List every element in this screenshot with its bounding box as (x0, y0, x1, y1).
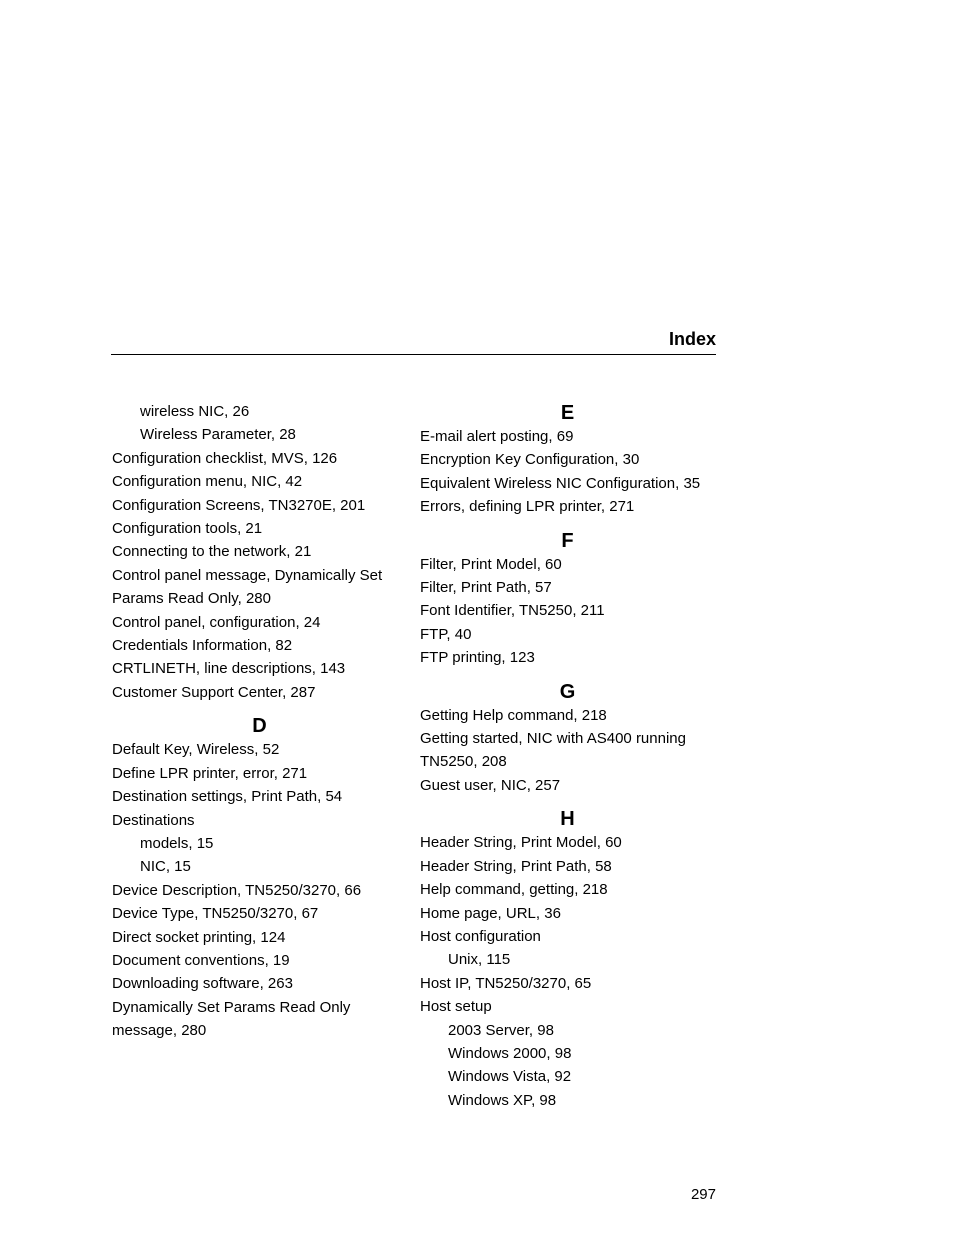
index-entry: Configuration menu, NIC, 42 (112, 473, 303, 491)
index-entry: Downloading software, 263 (112, 975, 293, 993)
index-section-letter: E (560, 402, 575, 424)
index-entry: TN5250, 208 (420, 753, 507, 771)
index-entry: Device Description, TN5250/3270, 66 (112, 881, 362, 899)
index-entry: FTP printing, 123 (420, 649, 535, 667)
index-entry: Direct socket printing, 124 (112, 928, 286, 946)
index-entry: Credentials Information, 82 (112, 637, 293, 655)
running-header-title: Index (668, 329, 716, 349)
index-section-letter: G (559, 680, 576, 703)
index-entry: message, 280 (112, 1022, 207, 1040)
index-entry: CRTLINETH, line descriptions, 143 (112, 660, 346, 678)
index-entry: Equivalent Wireless NIC Configuration, 35 (420, 474, 701, 492)
index-entry: Host IP, TN5250/3270, 65 (420, 974, 592, 992)
index-entry: Filter, Print Model, 60 (420, 555, 562, 573)
index-entry: Configuration Screens, TN3270E, 201 (112, 496, 366, 514)
index-section-letter: F (561, 529, 574, 552)
index-entry: Header String, Print Path, 58 (420, 857, 612, 875)
index-entry: Host configuration (420, 927, 541, 945)
header-divider (111, 354, 716, 355)
index-entry: Connecting to the network, 21 (112, 543, 312, 561)
index-subentry: Windows 2000, 98 (448, 1044, 572, 1062)
index-entry: Getting Help command, 218 (420, 706, 607, 724)
index-subentry: NIC, 15 (140, 858, 191, 876)
index-entry: Control panel, configuration, 24 (112, 613, 321, 631)
index-entry: Dynamically Set Params Read Only (112, 998, 351, 1016)
index-entry: Define LPR printer, error, 271 (112, 764, 308, 782)
index-entry: Home page, URL, 36 (420, 904, 561, 922)
index-entry: Document conventions, 19 (112, 951, 290, 969)
index-entry: Params Read Only, 280 (112, 590, 271, 608)
index-subentry: models, 15 (140, 834, 214, 852)
index-section-letter: H (560, 808, 575, 831)
index-entry: Errors, defining LPR printer, 271 (420, 498, 635, 516)
index-entry: FTP, 40 (420, 625, 472, 643)
index-entry: Help command, getting, 218 (420, 881, 608, 899)
index-entry: Destination settings, Print Path, 54 (112, 788, 343, 806)
index-entry: Filter, Print Path, 57 (420, 579, 552, 597)
index-entry: Configuration tools, 21 (112, 520, 263, 538)
index-subentry: wireless NIC, 26 (140, 403, 250, 420)
index-column-left (112, 400, 412, 1043)
index-entry: Destinations (112, 811, 195, 829)
index-entry: E-mail alert posting, 69 (420, 428, 574, 445)
index-entry: Host setup (420, 998, 492, 1016)
index-subentry: Windows Vista, 92 (448, 1068, 572, 1086)
index-section-letter: D (252, 715, 267, 738)
index-subentry: 2003 Server, 98 (448, 1021, 554, 1039)
index-subentry: Unix, 115 (448, 951, 511, 969)
index-entry: Header String, Print Model, 60 (420, 834, 622, 852)
index-subentry: Wireless Parameter, 28 (140, 426, 296, 444)
index-entry: Control panel message, Dynamically Set (112, 566, 383, 584)
index-entry: Getting started, NIC with AS400 running (420, 730, 686, 748)
index-subentry: Windows XP, 98 (448, 1091, 557, 1109)
index-entry: Customer Support Center, 287 (112, 683, 316, 701)
index-entry: Configuration checklist, MVS, 126 (112, 449, 338, 467)
index-entry: Encryption Key Configuration, 30 (420, 451, 640, 469)
index-entry: Device Type, TN5250/3270, 67 (112, 905, 319, 923)
index-entry: Default Key, Wireless, 52 (112, 741, 280, 759)
index-entry: Font Identifier, TN5250, 211 (420, 602, 605, 620)
page-number: 297 (690, 1186, 716, 1203)
index-column-right (420, 400, 720, 1112)
index-entry: Guest user, NIC, 257 (420, 776, 561, 794)
